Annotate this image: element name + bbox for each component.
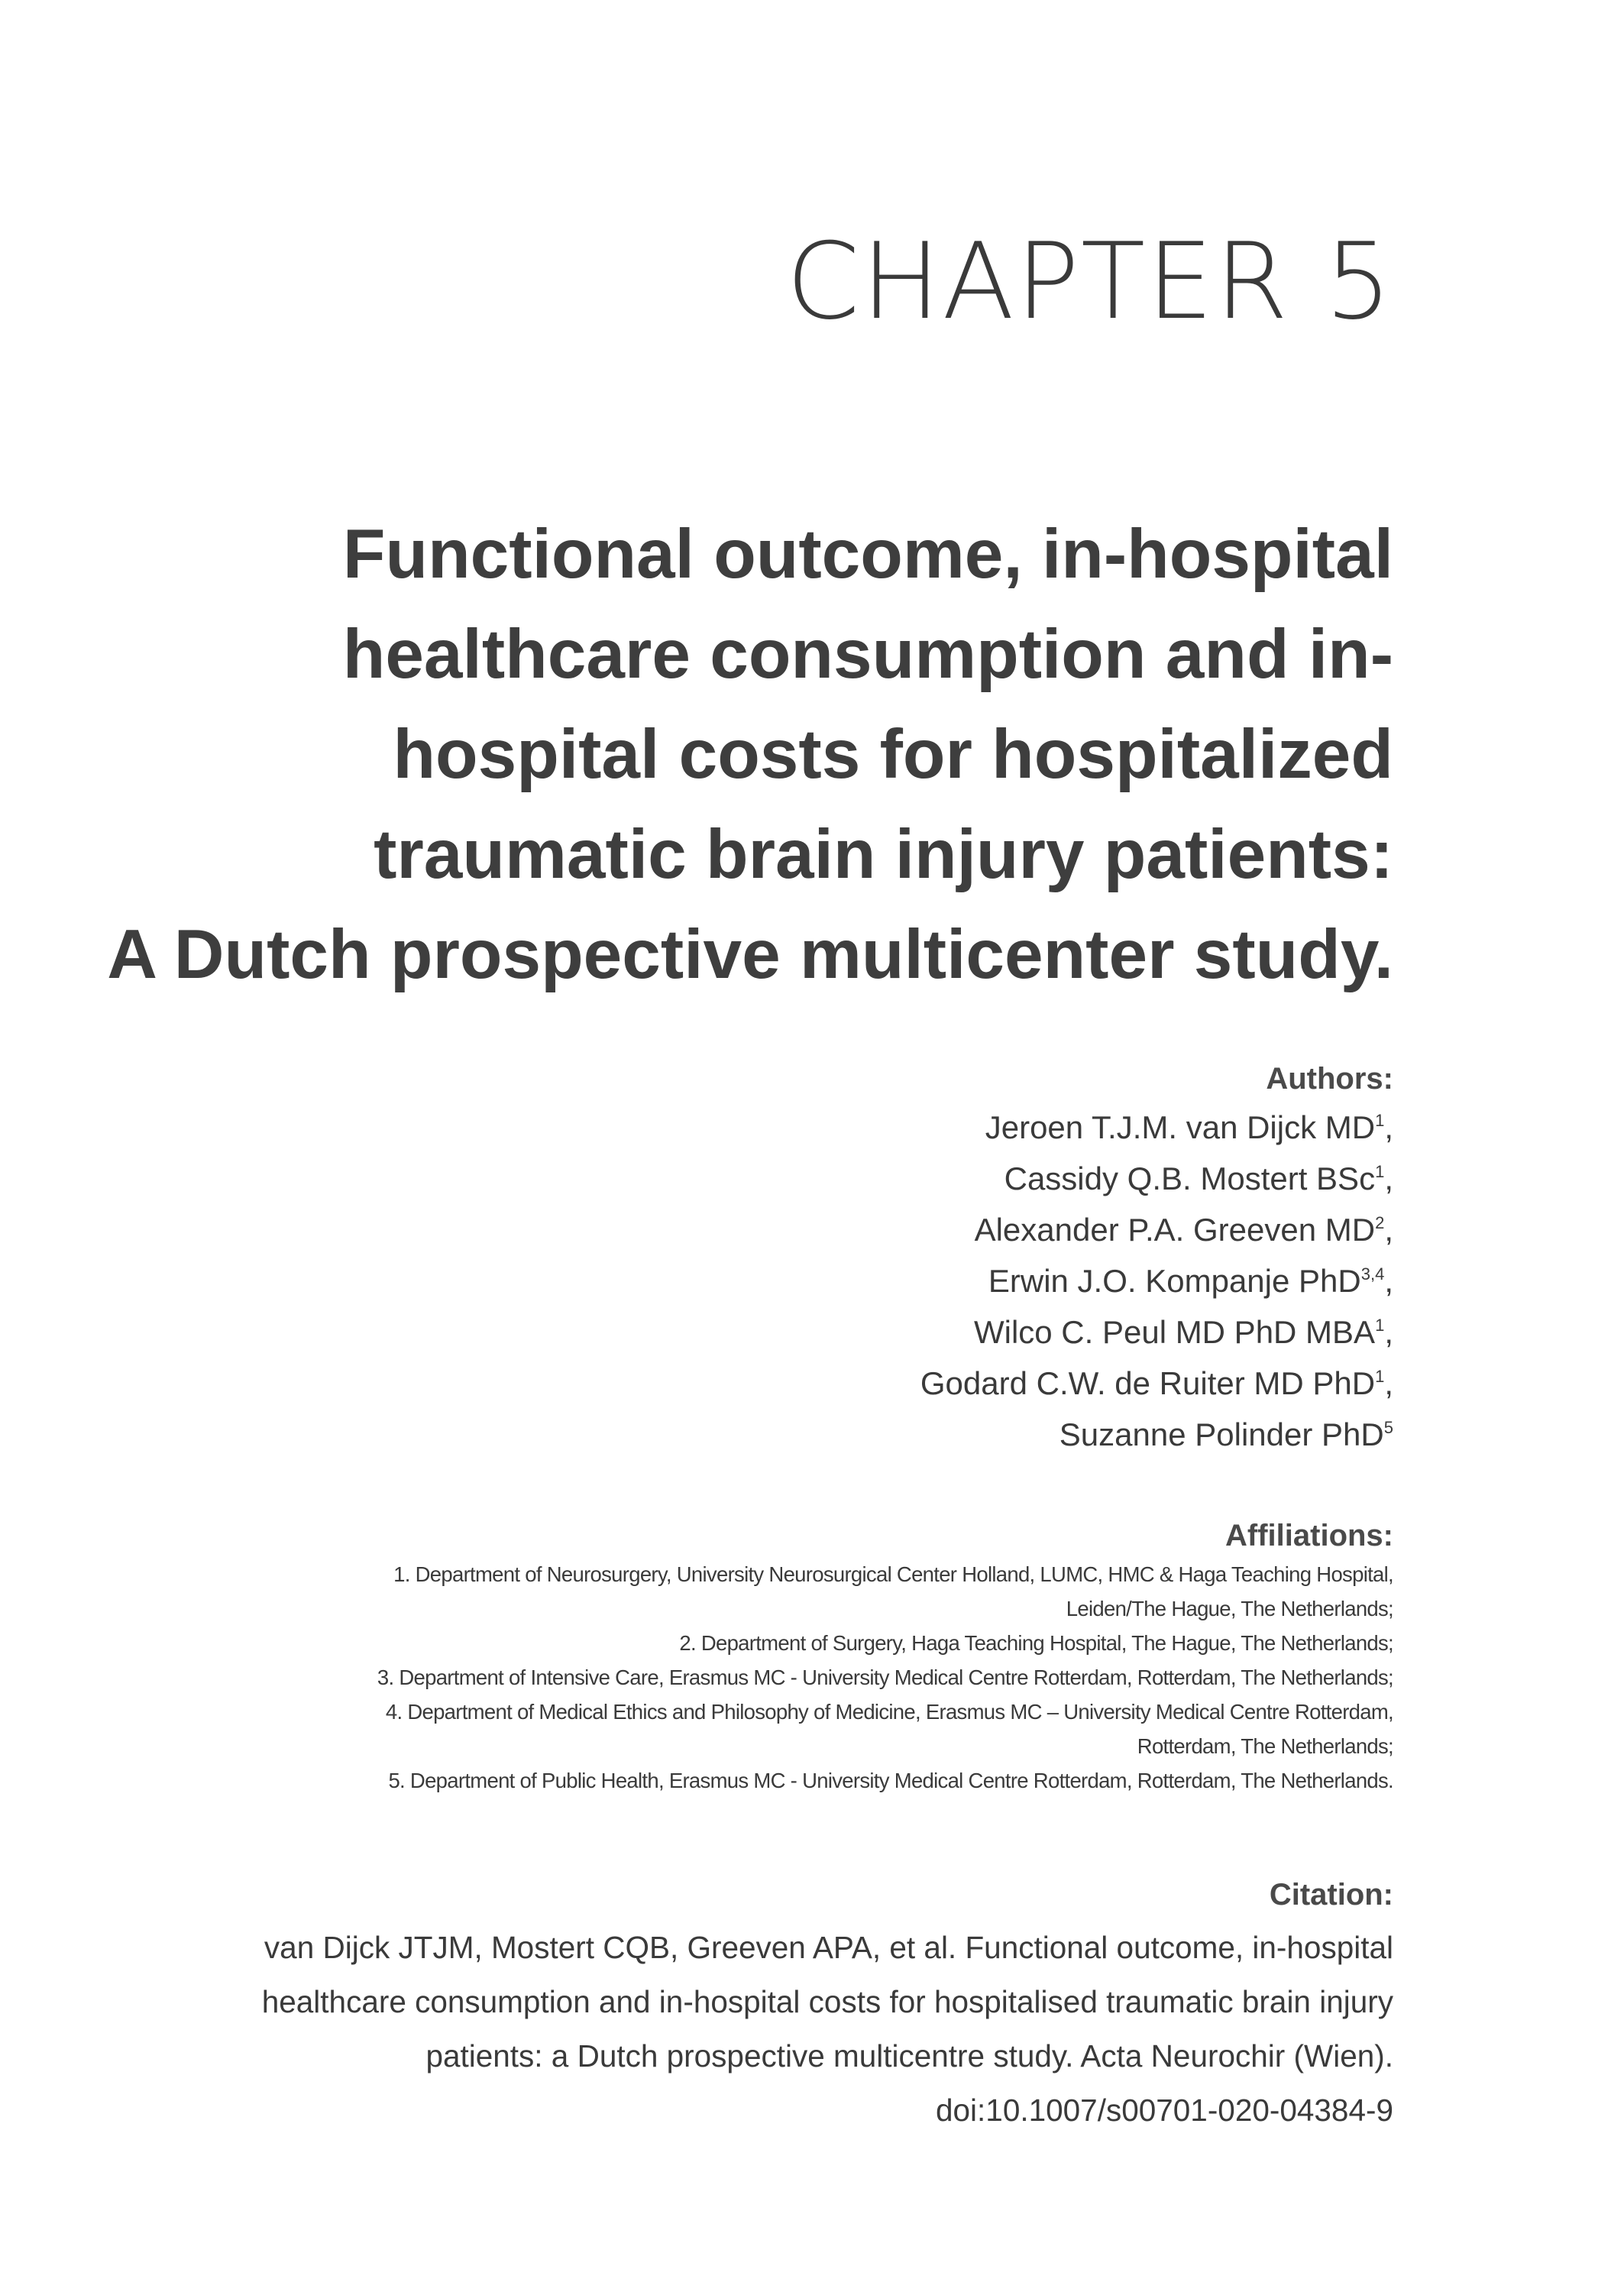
author-affiliation-ref: 1 [1375, 1111, 1385, 1130]
author-separator: , [1384, 1161, 1393, 1196]
affiliation-line: Leiden/The Hague, The Netherlands; [1066, 1597, 1393, 1620]
author-name: Suzanne Polinder PhD [1059, 1416, 1384, 1452]
title-line: hospital costs for hospitalized [393, 716, 1393, 793]
author-name: Jeroen T.J.M. van Dijck MD [985, 1109, 1376, 1145]
author-name: Wilco C. Peul MD PhD MBA [973, 1314, 1376, 1350]
author-affiliation-ref: 2 [1375, 1213, 1385, 1232]
citation-doi: doi:10.1007/s00701-020-04384-9 [936, 2093, 1393, 2128]
title-line: traumatic brain injury patients: [374, 816, 1393, 893]
author-item [706, 1102, 1393, 1153]
author-item [706, 1409, 1393, 1460]
author-item [706, 1358, 1393, 1409]
author-name: Godard C.W. de Ruiter MD PhD [920, 1365, 1376, 1401]
author-name: Alexander P.A. Greeven MD [974, 1212, 1376, 1248]
affiliation-line: 1. Department of Neurosurgery, University Neurosurgical Center Holland, LUMC, HMC & Haga Teaching Hospital, [393, 1562, 1393, 1586]
author-separator: , [1384, 1109, 1393, 1145]
title-line: Functional outcome, in-hospital [342, 516, 1393, 593]
author-item [706, 1153, 1393, 1204]
chapter-heading: CHAPTER 5 [786, 220, 1393, 343]
citation-text [95, 1921, 1393, 2138]
author-name: Cassidy Q.B. Mostert BSc [1004, 1161, 1376, 1196]
author-item [706, 1306, 1393, 1358]
author-item [706, 1255, 1393, 1306]
author-separator: , [1384, 1263, 1393, 1299]
citation-line: van Dijck JTJM, Mostert CQB, Greeven APA, et al. Functional outcome, in-hospital [264, 1930, 1393, 1965]
affiliation-item [95, 1695, 1393, 1763]
title-line: healthcare consumption and in- [342, 616, 1393, 693]
author-separator: , [1384, 1365, 1393, 1401]
author-affiliation-ref: 5 [1383, 1418, 1393, 1437]
author-affiliation-ref: 3,4 [1360, 1264, 1385, 1284]
affiliation-line: 3. Department of Intensive Care, Erasmus MC - University Medical Centre Rotterdam, Rotterdam, The Netherlands; [377, 1666, 1393, 1689]
affiliations-label: Affiliations: [1225, 1519, 1393, 1552]
authors-label: Authors: [1266, 1062, 1393, 1096]
affiliation-line: 5. Department of Public Health, Erasmus MC - University Medical Centre Rotterdam, Rotterdam, The Netherlands. [388, 1769, 1393, 1792]
author-list [706, 1102, 1393, 1460]
author-name: Erwin J.O. Kompanje PhD [988, 1263, 1361, 1299]
citation-line: patients: a Dutch prospective multicentre study. Acta Neurochir (Wien). [425, 2038, 1393, 2073]
author-affiliation-ref: 1 [1375, 1162, 1385, 1181]
citation-line: healthcare consumption and in-hospital costs for hospitalised traumatic brain injury [261, 1984, 1393, 2019]
author-item [706, 1204, 1393, 1255]
affiliation-item [95, 1557, 1393, 1626]
affiliation-list [95, 1557, 1393, 1798]
chapter-title [95, 504, 1393, 1005]
affiliation-item [95, 1763, 1393, 1798]
title-line: A Dutch prospective multicenter study. [107, 916, 1393, 993]
affiliation-item [95, 1626, 1393, 1660]
citation-label: Citation: [1269, 1878, 1393, 1912]
affiliation-item [95, 1660, 1393, 1695]
affiliation-line: Rotterdam, The Netherlands; [1137, 1734, 1393, 1758]
author-separator: , [1384, 1212, 1393, 1248]
author-separator: , [1384, 1314, 1393, 1350]
author-affiliation-ref: 1 [1375, 1316, 1385, 1335]
author-affiliation-ref: 1 [1375, 1367, 1385, 1386]
affiliation-line: 2. Department of Surgery, Haga Teaching Hospital, The Hague, The Netherlands; [679, 1631, 1393, 1655]
affiliation-line: 4. Department of Medical Ethics and Philosophy of Medicine, Erasmus MC – University Medical Centre Rotterdam, [385, 1700, 1393, 1724]
